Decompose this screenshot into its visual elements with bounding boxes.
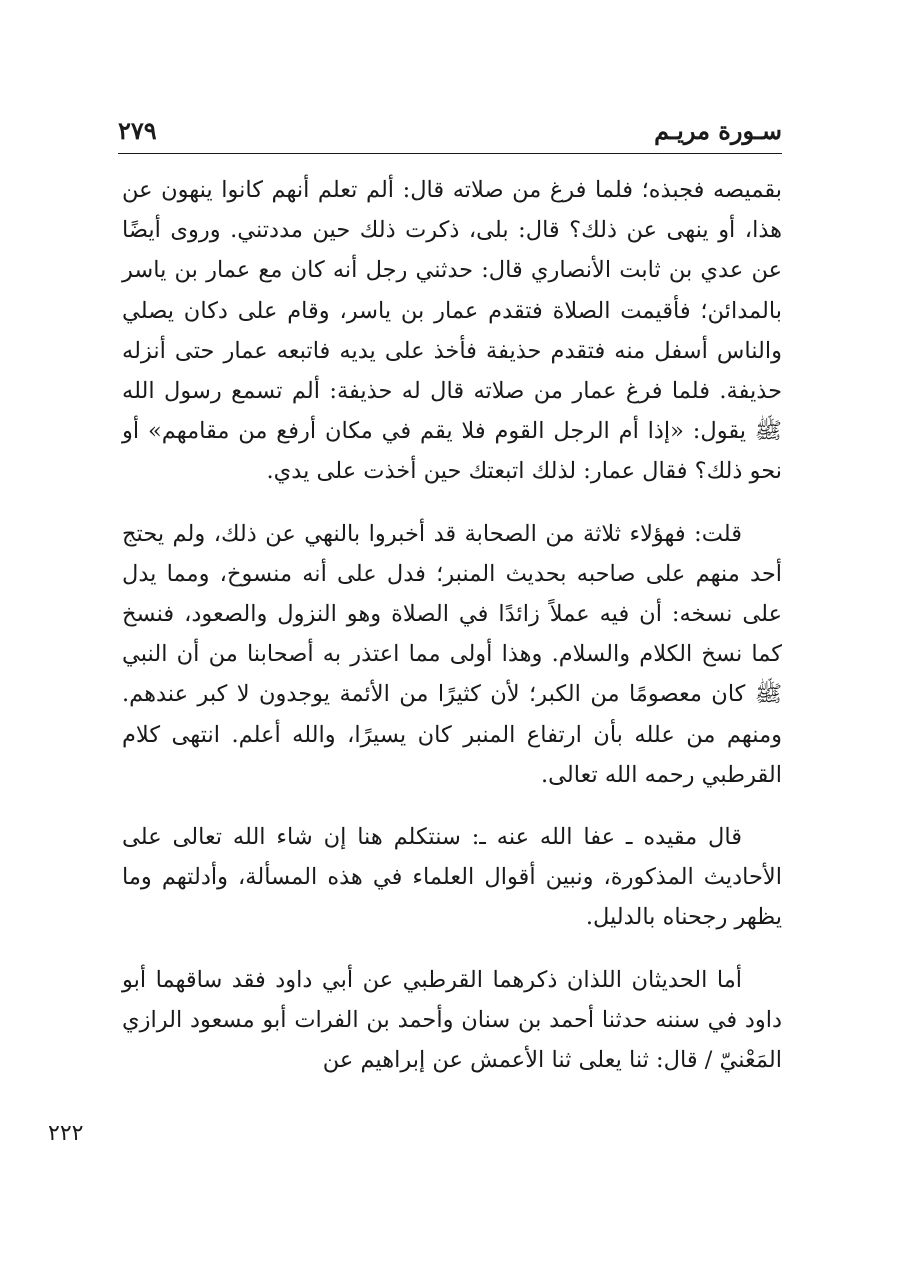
paragraph-3: قال مقيده ـ عفا الله عنه ـ: سنتكلم هنا إن شاء الله تعالى على الأحاديث المذكورة، ونبين أقوال العلماء في هذه المسألة، وأدلتهم وما يظهر رجحناه بالدليل. <box>122 824 782 931</box>
page-header <box>118 110 782 152</box>
surah-title: سـورة مريـم <box>654 116 782 145</box>
margin-page-reference: ٢٢٢ <box>48 1121 84 1146</box>
page-body <box>122 170 782 1080</box>
page-number: ٢٧٩ <box>118 116 157 145</box>
paragraph-4: أما الحديثان اللذان ذكرهما القرطبي عن أبي داود فقد ساقهما أبو داود في سننه حدثنا أحمد بن سنان وأحمد بن الفرات أبو مسعود الرازي المَعْنيّ / قال: ثنا يعلى ثنا الأعمش عن إبراهيم عن <box>122 966 782 1074</box>
paragraph-2: قلت: فهؤلاء ثلاثة من الصحابة قد أخبروا بالنهي عن ذلك، ولم يحتج أحد منهم على صاحبه بحديث المنبر؛ فدل على أنه منسوخ، ومما يدل على نسخه: أن فيه عملاً زائدًا في الصلاة وهو النزول والصعود، فنسخ كما نسخ الكلام والسلام. وهذا أولى مما اعتذر به أصحابنا من أن النبي ﷺ كان معصومًا من الكبر؛ لأن كثيرًا من الأئمة يوجدون لا كبر عندهم. ومنهم من علله بأن ارتفاع المنبر كان يسيرًا، والله أعلم. انتهى كلام القرطبي رحمه الله تعالى. <box>122 520 782 788</box>
paragraph-1: بقميصه فجبذه؛ فلما فرغ من صلاته قال: ألم تعلم أنهم كانوا ينهون عن هذا، أو ينهى عن ذلك؟ قال: بلى، ذكرت ذلك حين مددتني. وروى أيضًا عن عدي بن ثابت الأنصاري قال: حدثني رجل أنه كان مع عمار بن ياسر بالمدائن؛ فأقيمت الصلاة فتقدم عمار بن ياسر، وقام على دكان يصلي والناس أسفل منه فتقدم حذيفة فأخذ على يديه فاتبعه عمار حتى أنزله حذيفة. فلما فرغ عمار من صلاته قال له حذيفة: ألم تسمع رسول الله ﷺ يقول: «إذا أم الرجل القوم فلا يقم في مكان أرفع من مقامهم» أو نحو ذلك؟ فقال عمار: لذلك اتبعتك حين أخذت على يدي. <box>122 177 782 485</box>
header-divider <box>118 153 782 154</box>
